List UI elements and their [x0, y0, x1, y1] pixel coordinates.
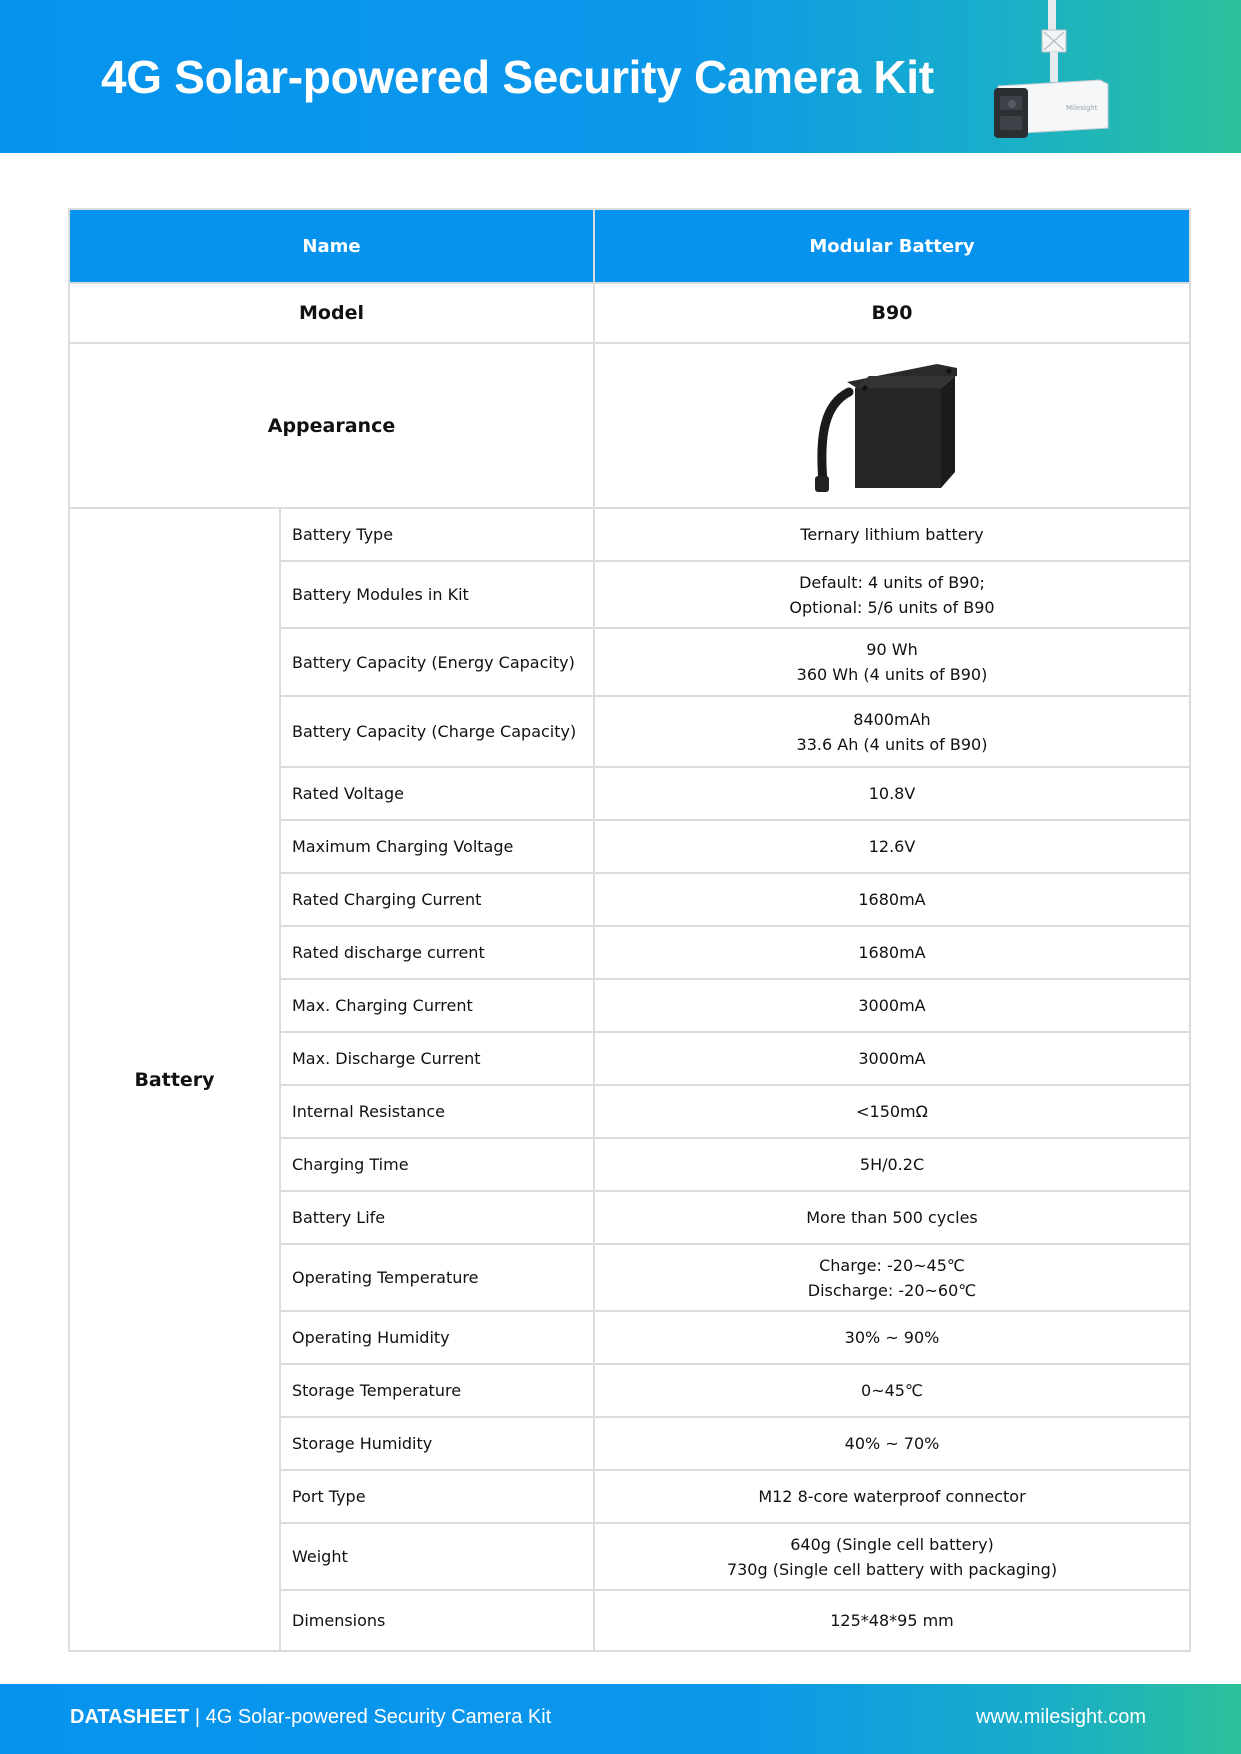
- spec-label: Maximum Charging Voltage: [280, 820, 594, 873]
- footer-subtitle: 4G Solar-powered Security Camera Kit: [205, 1706, 552, 1728]
- spec-label: Rated discharge current: [280, 926, 594, 979]
- spec-label: Battery Modules in Kit: [280, 561, 594, 628]
- spec-label: Battery Type: [280, 508, 594, 561]
- spec-value-line: 90 Wh: [866, 640, 918, 659]
- camera-product-image: [990, 0, 1120, 145]
- spec-value: [594, 1364, 1190, 1417]
- spec-label: Rated Voltage: [280, 767, 594, 820]
- spec-label: Battery Life: [280, 1191, 594, 1244]
- spec-value: [594, 1085, 1190, 1138]
- spec-label: Operating Temperature: [280, 1244, 594, 1311]
- footer-datasheet-label: DATASHEET: [70, 1706, 190, 1728]
- spec-value: [594, 1311, 1190, 1364]
- spec-value: [594, 767, 1190, 820]
- spec-value-line: More than 500 cycles: [806, 1208, 978, 1227]
- spec-value-line: 640g (Single cell battery): [790, 1534, 994, 1554]
- appearance-cell: [594, 343, 1190, 508]
- spec-label: Charging Time: [280, 1138, 594, 1191]
- spec-value: [594, 1470, 1190, 1523]
- spec-value-line: M12 8-core waterproof connector: [758, 1487, 1026, 1506]
- spec-label: Operating Humidity: [280, 1311, 594, 1364]
- table-row: [69, 508, 1190, 561]
- page-title: 4G Solar-powered Security Camera Kit: [101, 51, 934, 103]
- spec-value: [594, 1032, 1190, 1085]
- spec-table: [68, 208, 1191, 1652]
- spec-value: [594, 979, 1190, 1032]
- spec-value-line: Default: 4 units of B90;: [799, 572, 985, 592]
- spec-value-line: 125*48*95 mm: [830, 1611, 954, 1630]
- page-footer: [0, 1684, 1241, 1754]
- spec-value-line: 5H/0.2C: [859, 1155, 925, 1174]
- spec-label: Max. Charging Current: [280, 979, 594, 1032]
- spec-value-line: 30% ~ 90%: [844, 1328, 940, 1347]
- spec-value-line: 1680mA: [858, 890, 926, 909]
- spec-value-line: 40% ~ 70%: [844, 1434, 940, 1453]
- spec-value-line: 33.6 Ah (4 units of B90): [796, 734, 988, 754]
- spec-value-line: <150mΩ: [856, 1102, 928, 1121]
- spec-value-line: 1680mA: [858, 943, 926, 962]
- spec-value-line: 12.6V: [868, 837, 916, 856]
- spec-value: [594, 1523, 1190, 1590]
- spec-value: [594, 1138, 1190, 1191]
- spec-value: [594, 820, 1190, 873]
- spec-label: Storage Temperature: [280, 1364, 594, 1417]
- spec-value: [594, 628, 1190, 696]
- spec-value-line: 10.8V: [868, 784, 916, 803]
- spec-value: [594, 1191, 1190, 1244]
- spec-value-line: 0~45℃: [861, 1381, 923, 1400]
- spec-label: Weight: [280, 1523, 594, 1590]
- model-value: B90: [594, 283, 1190, 343]
- product-name-header: Modular Battery: [594, 209, 1190, 283]
- spec-label: Max. Discharge Current: [280, 1032, 594, 1085]
- spec-label: Storage Humidity: [280, 1417, 594, 1470]
- spec-value: [594, 873, 1190, 926]
- spec-label: Dimensions: [280, 1590, 594, 1651]
- appearance-label: Appearance: [69, 343, 594, 508]
- spec-value-line: Charge: -20~45℃: [819, 1255, 965, 1275]
- model-label: Model: [69, 283, 594, 343]
- page-header: [0, 0, 1241, 153]
- spec-label: Battery Capacity (Charge Capacity): [280, 696, 594, 767]
- footer-website-link[interactable]: www.milesight.com: [975, 1706, 1146, 1728]
- spec-value-line: Ternary lithium battery: [800, 525, 984, 544]
- spec-value: [594, 1244, 1190, 1311]
- spec-value-line: 3000mA: [858, 996, 926, 1015]
- spec-value-line: 8400mAh: [853, 709, 931, 729]
- spec-value-line: Optional: 5/6 units of B90: [789, 597, 995, 617]
- spec-value: [594, 508, 1190, 561]
- spec-value: [594, 561, 1190, 628]
- name-header: Name: [69, 209, 594, 283]
- spec-label: Port Type: [280, 1470, 594, 1523]
- spec-label: Internal Resistance: [280, 1085, 594, 1138]
- spec-value: [594, 696, 1190, 767]
- spec-label: Battery Capacity (Energy Capacity): [280, 628, 594, 696]
- spec-value-line: 3000mA: [858, 1049, 926, 1068]
- spec-label: Rated Charging Current: [280, 873, 594, 926]
- footer-separator: |: [189, 1706, 206, 1728]
- battery-group-label: Battery: [69, 508, 280, 1651]
- footer-title: [70, 1706, 551, 1729]
- spec-value-line: 730g (Single cell battery with packaging): [726, 1559, 1058, 1579]
- spec-value-line: 360 Wh (4 units of B90): [796, 665, 988, 684]
- spec-value: [594, 1590, 1190, 1651]
- battery-module-image: [807, 354, 977, 494]
- spec-value: [594, 1417, 1190, 1470]
- svg-text:Milesight: Milesight: [1066, 104, 1098, 112]
- spec-value: [594, 926, 1190, 979]
- spec-value-line: Discharge: -20~60℃: [807, 1280, 977, 1300]
